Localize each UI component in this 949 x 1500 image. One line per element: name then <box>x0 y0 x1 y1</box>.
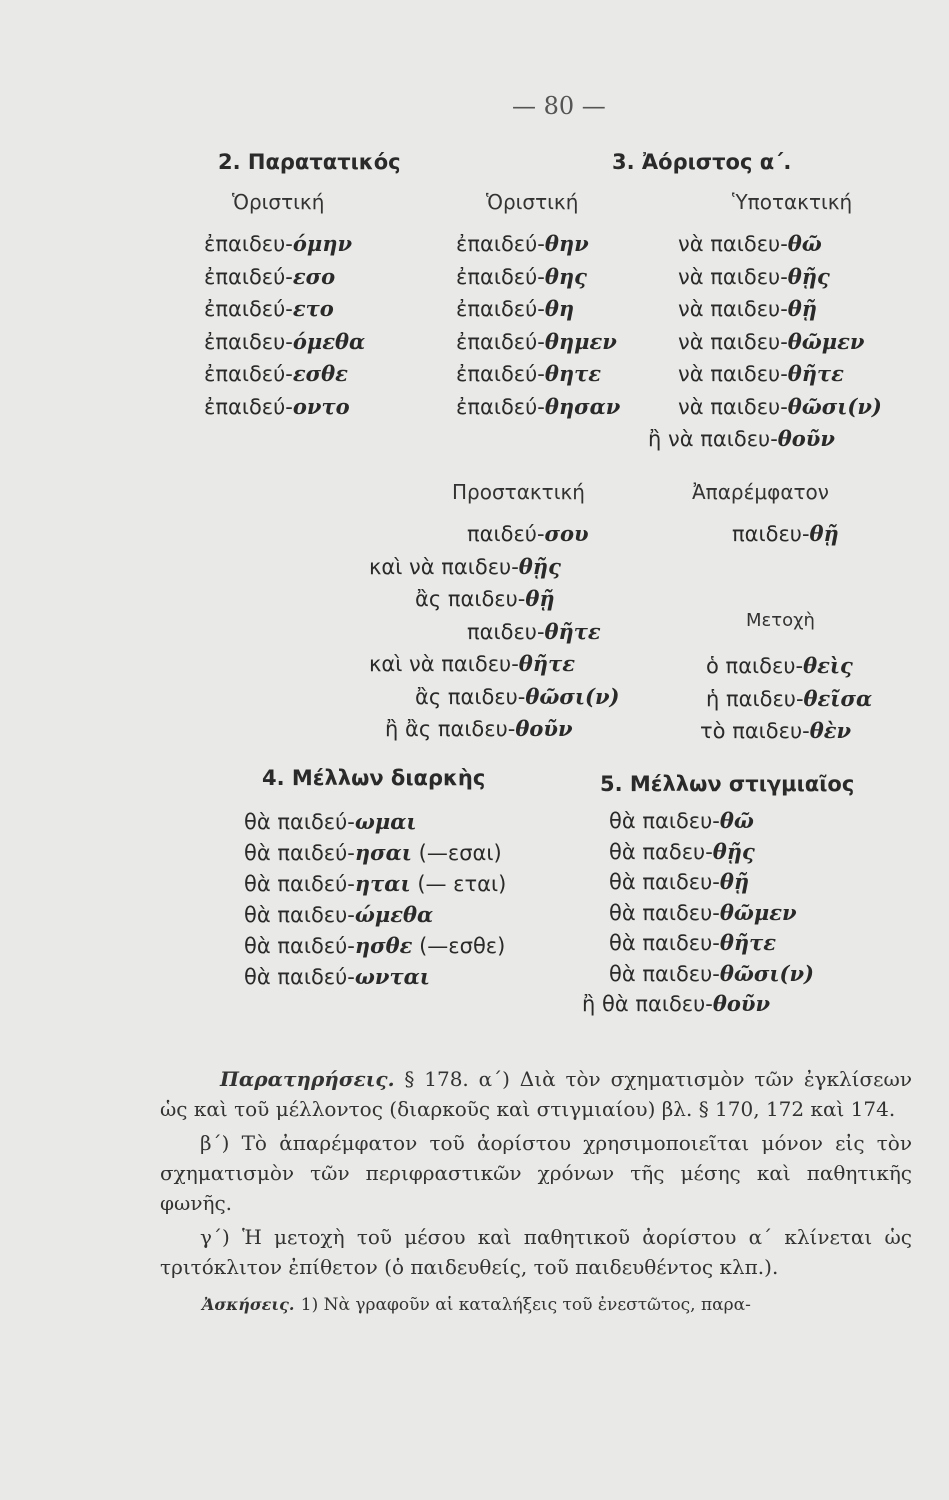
aorist-subjunctive-forms <box>648 228 882 456</box>
conj-row: ἢ ἂς παιδευ-θοῦν <box>385 716 573 741</box>
aorist-imperative-forms <box>355 518 665 746</box>
conj-row: καὶ νὰ παιδευ-θῆτε <box>369 651 575 676</box>
conj-row: θὰ παιδεύ-ωνται <box>244 964 430 989</box>
conj-row: νὰ παιδευ-θῶσι(ν) <box>678 393 882 419</box>
conj-row: θὰ παιδεύ-ηται (— εται) <box>244 871 507 896</box>
conj-row: ἐπαιδεύ-οντο <box>204 393 350 419</box>
future-continuous-heading: 4. Μέλλων διαρκὴς <box>262 766 486 790</box>
imperfect-indicative-label: Ὁριστική <box>232 190 325 214</box>
aorist-participle-label: Μετοχὴ <box>746 610 815 631</box>
conj-row: νὰ παιδευ-θῶ <box>678 231 822 256</box>
conj-row: ἐπαιδεύ-θης <box>456 263 587 289</box>
conj-row: ἐπαιδεύ-εσο <box>204 263 336 289</box>
conj-row: ἐπαιδεύ-θην <box>456 231 589 256</box>
note-c: γ΄) Ἡ μετοχὴ τοῦ μέσου καὶ παθητικοῦ ἀορίστου α΄ κλίνεται ὡς τριτόκλιτον ἐπίθετον (ὁ παιδευθείς, τοῦ παιδευθέντος κλπ.). <box>160 1225 912 1279</box>
aorist-participle-forms <box>700 650 872 748</box>
conj-row: ἐπαιδεύ-θη <box>456 296 575 321</box>
note-b: β΄) Τὸ ἀπαρέμφατον τοῦ ἀορίστου χρησιμοποιεῖται μόνον εἰς τὸν σχηματισμὸν τῶν περιφραστικῶν χρόνων τῆς μέσης καὶ παθητικῆς φωνῆς. <box>160 1131 912 1215</box>
conj-row: ἡ παιδευ-θεῖσα <box>706 685 873 711</box>
conj-row: ἐπαιδεύ-θημεν <box>456 328 617 354</box>
conj-row: ἐπαιδεύ-θητε <box>456 361 602 386</box>
future-simple-forms <box>582 806 814 1020</box>
conj-row: νὰ παιδευ-θῇ <box>678 296 818 321</box>
conj-row: ἐπαιδεύ-εσθε <box>204 361 348 386</box>
conj-row: καὶ νὰ παιδευ-θῇς <box>369 553 561 579</box>
aorist-indicative-forms <box>456 228 620 423</box>
aorist-subjunctive-label: Ὑποτακτική <box>732 190 853 214</box>
conj-row: θὰ παιδευ-θῇ <box>609 869 750 894</box>
conj-row: ἂς παιδευ-θῶσι(ν) <box>415 683 620 709</box>
conj-row: ἐπαιδεύ-θησαν <box>456 393 621 419</box>
aorist-heading: 3. Ἀόριστος α΄. <box>612 150 792 174</box>
aorist-infinitive-form: παιδευ-θῇ <box>732 521 839 546</box>
conj-row: ἢ θὰ παιδευ-θοῦν <box>582 991 771 1016</box>
conj-row: ἐπαιδευ-όμην <box>204 231 353 256</box>
conj-row: νὰ παιδευ-θῇς <box>678 263 830 289</box>
note-a: Παρατηρήσεις. § 178. α΄) Διὰ τὸν σχηματισμὸν τῶν ἐγκλίσεων ὡς καὶ τοῦ μέλλοντος (διαρκοῦς καὶ στιγμιαίου) βλ. § 170, 172 καὶ 174. <box>160 1067 913 1121</box>
future-continuous-forms <box>244 806 506 992</box>
imperfect-forms <box>204 228 365 423</box>
conj-row: θὰ παιδεύ-ησαι (—εσαι) <box>244 840 502 865</box>
conj-row: ἢ νὰ παιδευ-θοῦν <box>648 426 835 451</box>
page-number: — 80 — <box>512 92 606 120</box>
future-simple-heading: 5. Μέλλων στιγμιαῖος <box>600 772 855 796</box>
conj-row: θὰ παιδευ-θῶ <box>609 808 754 833</box>
conj-row: τὸ παιδευ-θὲν <box>700 718 852 743</box>
conj-row: θὰ παιδεύ-ωμαι <box>244 809 417 834</box>
aorist-infinitive-label: Ἀπαρέμφατον <box>692 480 829 504</box>
conj-row: νὰ παιδευ-θῆτε <box>678 361 844 386</box>
conj-row: ἐπαιδευ-όμεθα <box>204 328 366 354</box>
conj-row: νὰ παιδευ-θῶμεν <box>678 328 865 354</box>
aorist-indicative-label: Ὁριστική <box>486 190 579 214</box>
conj-row: παιδευ-θῆτε <box>467 618 601 644</box>
conj-row: παιδεύ-σου <box>467 521 589 546</box>
conj-row: θὰ παιδευ-θῶσι(ν) <box>609 960 814 986</box>
exercises: Ἀσκήσεις. 1) Νὰ γραφοῦν αἱ καταλήξεις τοῦ ἐνεστῶτος, παρα- <box>202 1295 751 1315</box>
notes-title: Παρατηρήσεις. <box>220 1067 395 1091</box>
conj-row: θὰ παιδευ-ώμεθα <box>244 902 434 927</box>
conj-row: ἂς παιδευ-θῇ <box>415 586 555 611</box>
imperfect-heading: 2. Παρατατικός <box>218 150 401 174</box>
conj-row: θὰ παιδεύ-ησθε (—εσθε) <box>244 933 506 958</box>
aorist-imperative-label: Προστακτική <box>452 480 585 504</box>
exercises-title: Ἀσκήσεις. <box>202 1295 295 1314</box>
notes-section <box>160 1064 912 1320</box>
conj-row: ὁ παιδευ-θεὶς <box>706 653 853 678</box>
conj-row: θὰ παιδευ-θῆτε <box>609 930 777 955</box>
conj-row: θὰ παιδευ-θῶμεν <box>609 899 797 925</box>
conj-row: θὰ παδευ-θῇς <box>609 838 755 864</box>
conj-row: ἐπαιδεύ-ετο <box>204 296 334 321</box>
